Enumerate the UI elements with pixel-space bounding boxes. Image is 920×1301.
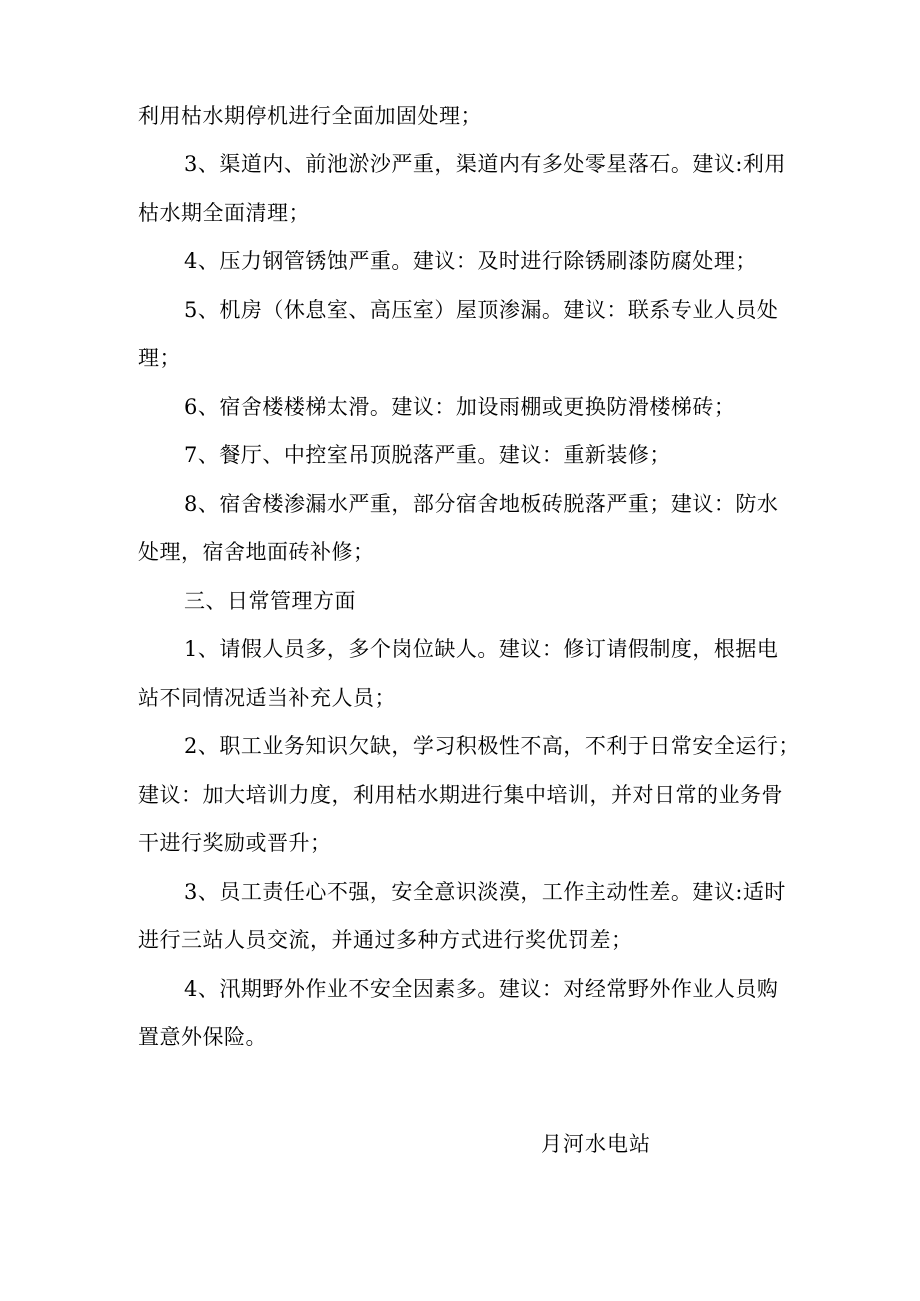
paragraph-line: 7、餐厅、中控室吊顶脱落严重。建议：重新装修；: [184, 443, 671, 467]
paragraph-line: 8、宿舍楼渗漏水严重，部分宿舍地板砖脱落严重；建议：防水: [184, 492, 779, 516]
paragraph-line: 站不同情况适当补充人员；: [138, 686, 396, 710]
paragraph-line: 干进行奖励或晋升；: [138, 831, 332, 855]
paragraph-line: 处理，宿舍地面砖补修；: [138, 540, 375, 564]
paragraph-line: 置意外保险。: [138, 1025, 267, 1049]
paragraph-line: 3、员工责任心不强，安全意识淡漠，工作主动性差。建议:适时: [184, 880, 786, 904]
paragraph-line: 2、职工业务知识欠缺，学习积极性不高，不利于日常安全运行；: [184, 734, 800, 758]
paragraph-line: 5、机房（休息室、高压室）屋顶渗漏。建议：联系专业人员处: [184, 298, 779, 322]
paragraph-line: 理；: [138, 346, 181, 370]
paragraph-line: 建议：加大培训力度，利用枯水期进行集中培训，并对日常的业务骨: [138, 783, 783, 807]
paragraph-line: 1、请假人员多，多个岗位缺人。建议：修订请假制度，根据电: [184, 637, 779, 661]
paragraph-line: 4、压力钢管锈蚀严重。建议：及时进行除锈刷漆防腐处理；: [184, 249, 757, 273]
paragraph-line: 4、汛期野外作业不安全因素多。建议：对经常野外作业人员购: [184, 977, 779, 1001]
signature-organization: 月河水电站: [541, 1132, 651, 1156]
paragraph-line: 3、渠道内、前池淤沙严重，渠道内有多处零星落石。建议:利用: [184, 152, 786, 176]
section-heading: 三、日常管理方面: [184, 589, 356, 613]
paragraph-line: 利用枯水期停机进行全面加固处理；: [138, 104, 482, 128]
paragraph-line: 枯水期全面清理；: [138, 201, 310, 225]
paragraph-line: 进行三站人员交流，并通过多种方式进行奖优罚差；: [138, 928, 633, 952]
paragraph-line: 6、宿舍楼楼梯太滑。建议：加设雨棚或更换防滑楼梯砖；: [184, 395, 736, 419]
